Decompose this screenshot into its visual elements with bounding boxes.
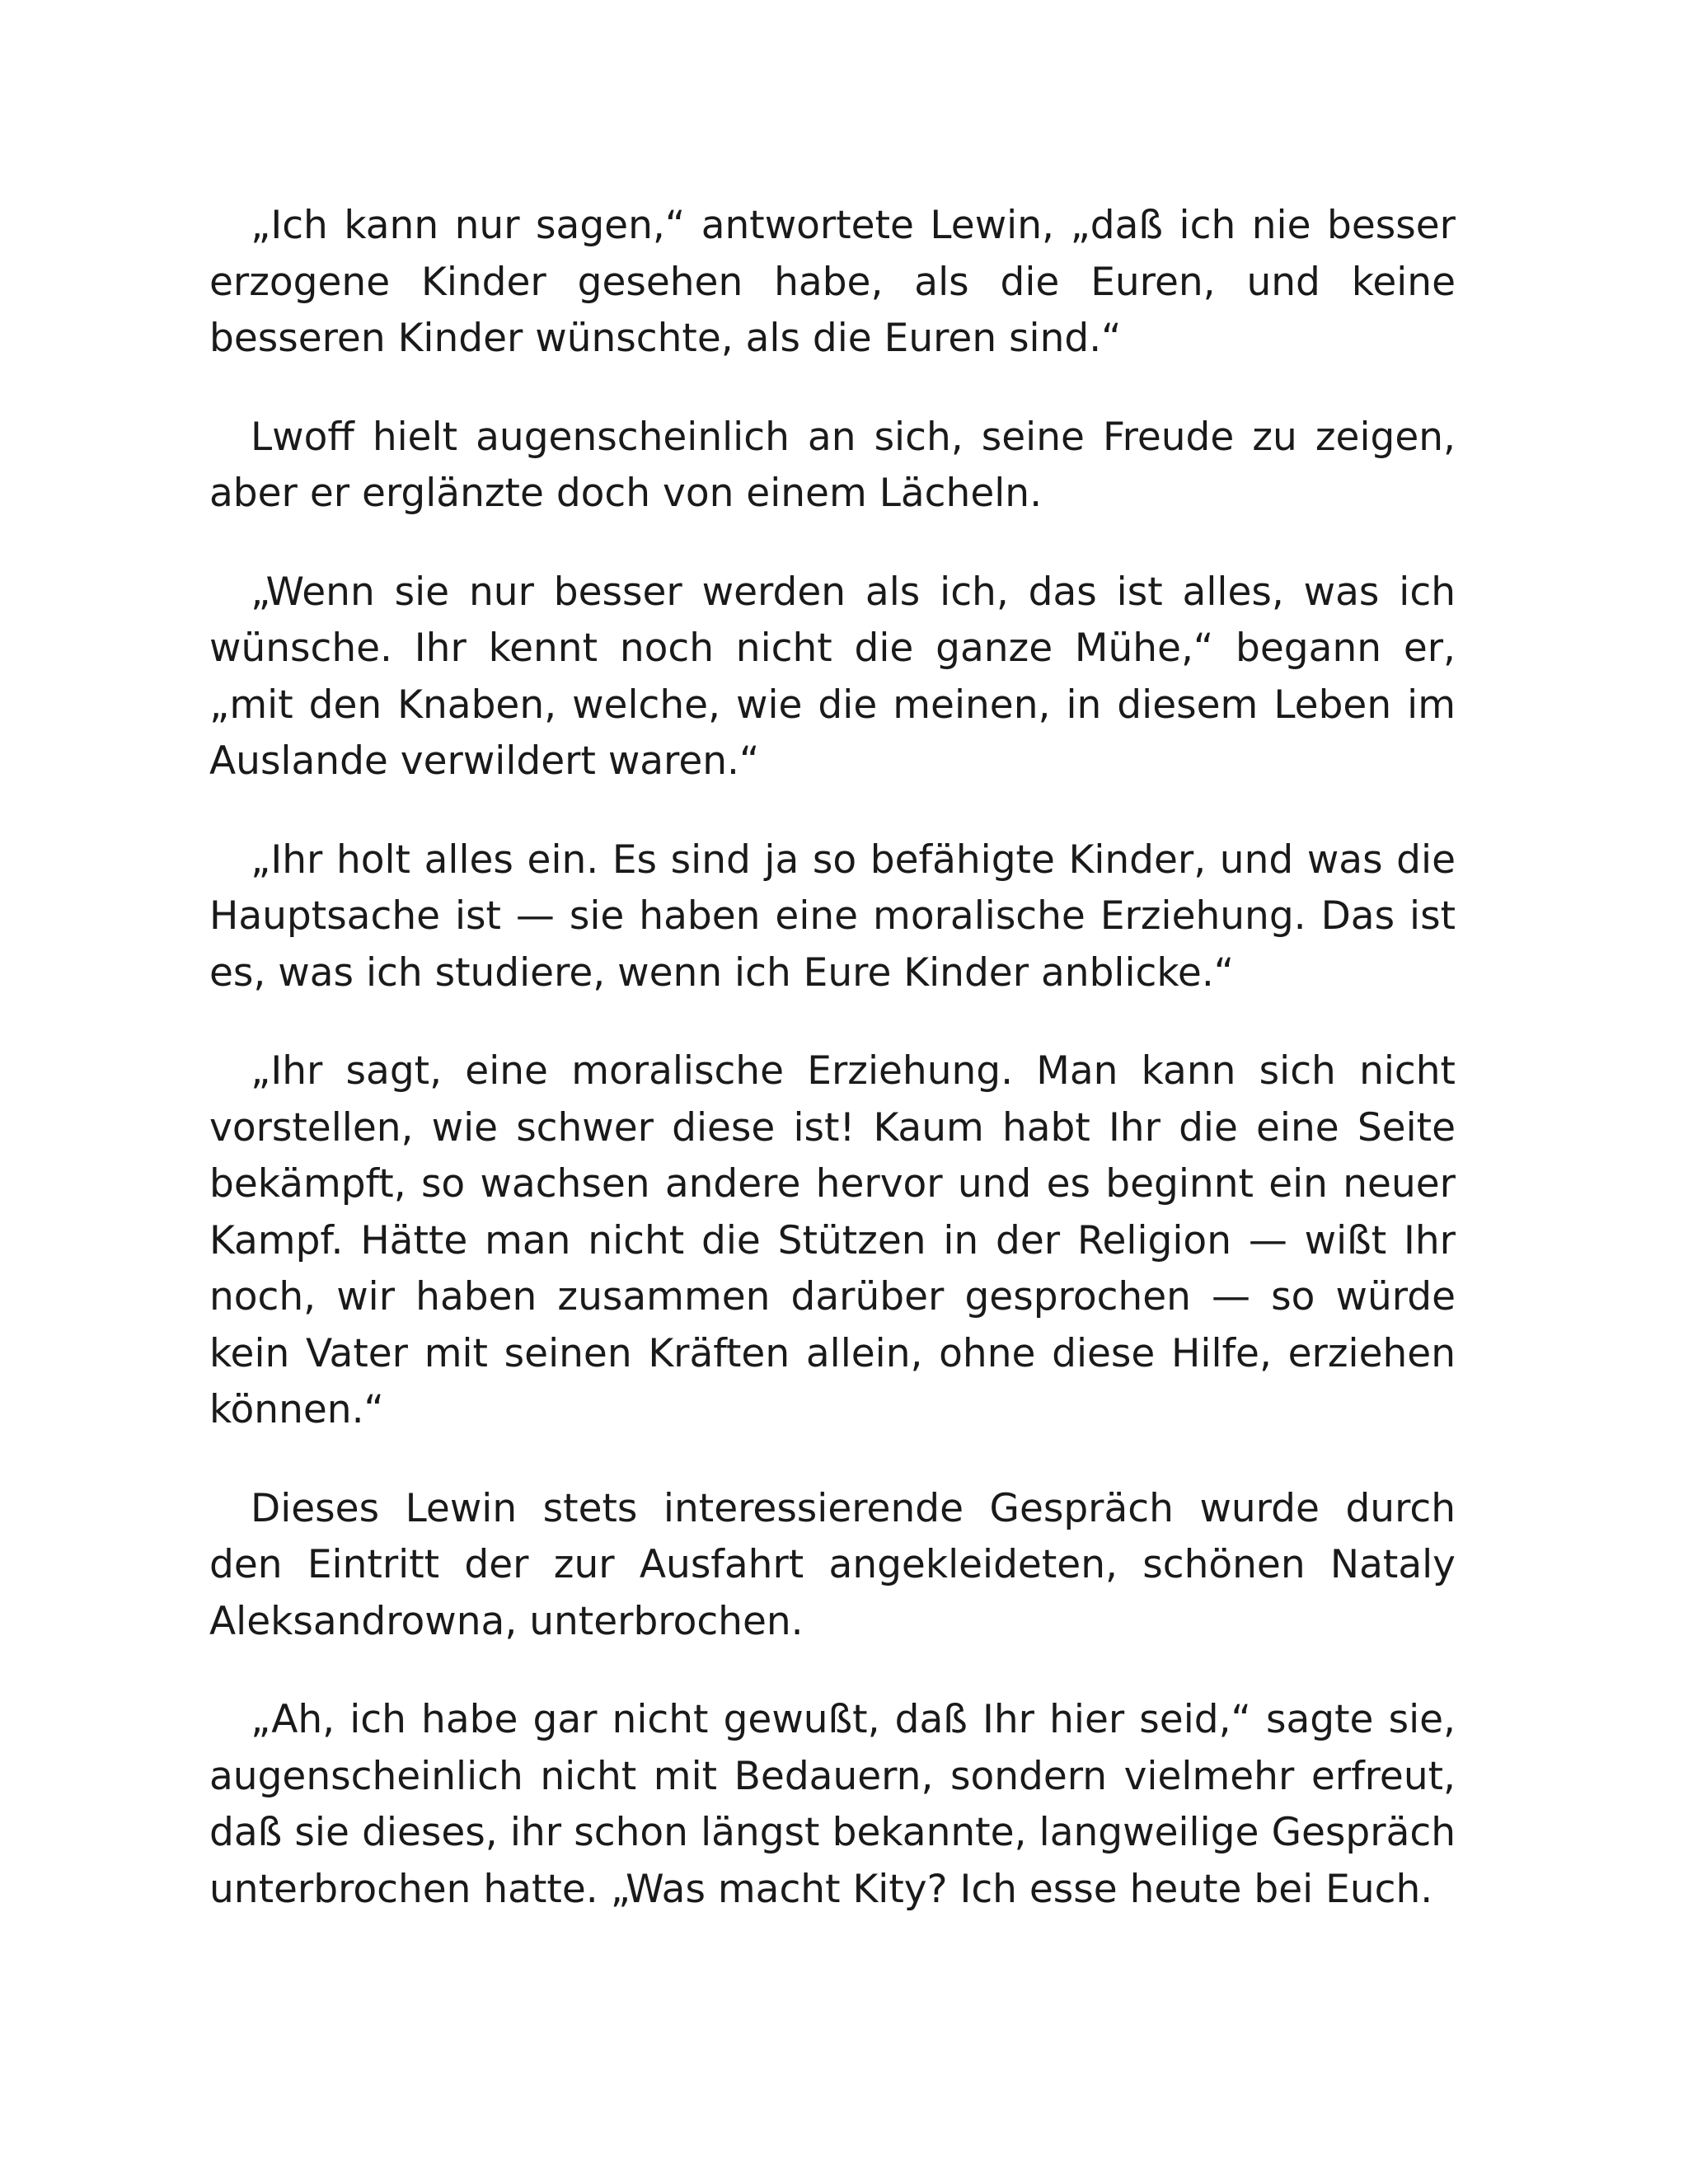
paragraph-3: „Wenn sie nur besser werden als ich, das ist alles, was ich wünsche. Ihr kennt noch nicht die ganze Mühe,“ begann er, „mit den Knaben, welche, wie die meinen, in diesem Leben im Auslande verwildert waren.“ (209, 569, 1456, 784)
paragraph-1: „Ich kann nur sagen,“ antwortete Lewin, „daß ich nie besser erzogene Kinder gesehen habe, als die Euren, und keine besseren Kinder wünschte, als die Euren sind.“ (209, 203, 1456, 361)
paragraph-6: Dieses Lewin stets interessierende Gespräch wurde durch den Eintritt der zur Ausfahrt angekleideten, schönen Nataly Aleksandrowna, unterbrochen. (209, 1485, 1456, 1644)
paragraph-5: „Ihr sagt, eine moralische Erziehung. Man kann sich nicht vorstellen, wie schwer diese ist! Kaum habt Ihr die eine Seite bekämpft, so wachsen andere hervor und es beginnt ein neuer Kampf. Hätte man nicht die Stützen in der Religion — wißt Ihr noch, wir haben zusammen darüber gesprochen — so würde kein Vater mit seinen Kräften allein, ohne diese Hilfe, erziehen können.“ (209, 1048, 1456, 1432)
paragraph-4: „Ihr holt alles ein. Es sind ja so befähigte Kinder, und was die Hauptsache ist — sie haben eine moralische Erziehung. Das ist es, was ich studiere, wenn ich Eure Kinder anblicke.“ (209, 837, 1456, 996)
page-body (209, 198, 1456, 1960)
paragraph-2: Lwoff hielt augenscheinlich an sich, seine Freude zu zeigen, aber er erglänzte doch von einem Lächeln. (209, 414, 1456, 516)
paragraph-7: „Ah, ich habe gar nicht gewußt, daß Ihr hier seid,“ sagte sie, augenscheinlich nicht mit Bedauern, sondern vielmehr erfreut, daß sie dieses, ihr schon längst bekannte, langweilige Gespräch unterbrochen hatte. „Was macht Kity? Ich esse heute bei Euch. (209, 1697, 1456, 1912)
